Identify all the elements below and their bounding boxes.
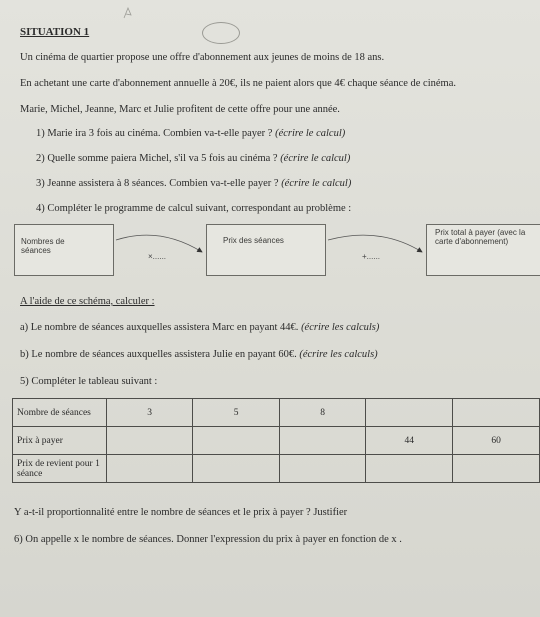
arrow-multiply-label: ×...... xyxy=(148,252,167,261)
arrow-add-label: +...... xyxy=(362,252,381,261)
price-table xyxy=(12,398,540,483)
question-3: 3) Jeanne assistera à 8 séances. Combien va-t-elle payer ? (écrire le calcul) xyxy=(36,178,352,189)
table-cell[interactable] xyxy=(106,455,192,483)
table-cell[interactable]: 5 xyxy=(193,399,279,427)
sub-question-b: b) Le nombre de séances auxquelles assistera Julie en payant 60€. (écrire les calculs) xyxy=(20,349,378,360)
table-cell[interactable]: 60 xyxy=(453,427,540,455)
table-cell[interactable]: 8 xyxy=(279,399,365,427)
question-proportionality: Y a-t-il proportionnalité entre le nombre de séances et le prix à payer ? Justifier xyxy=(14,507,348,518)
question-1: 1) Marie ira 3 fois au cinéma. Combien va-t-elle payer ? (écrire le calcul) xyxy=(36,128,346,139)
situation-title: SITUATION 1 xyxy=(20,26,90,38)
question-2: 2) Quelle somme paiera Michel, s'il va 5 fois au cinéma ? (écrire le calcul) xyxy=(36,153,351,164)
intro-line-3: Marie, Michel, Jeanne, Marc et Julie profitent de cette offre pour une année. xyxy=(20,104,340,115)
table-cell[interactable] xyxy=(279,427,365,455)
table-row xyxy=(13,399,540,427)
diagram-box-prix-total: Prix total à payer (avec la carte d'abonnement) xyxy=(426,224,540,276)
table-cell[interactable] xyxy=(453,455,540,483)
table-row xyxy=(13,455,540,483)
table-cell[interactable] xyxy=(193,427,279,455)
intro-line-1: Un cinéma de quartier propose une offre d'abonnement aux jeunes de moins de 18 ans. xyxy=(20,52,385,63)
question-6: 6) On appelle x le nombre de séances. Donner l'expression du prix à payer en fonction de x . xyxy=(14,534,402,545)
sub-question-a: a) Le nombre de séances auxquelles assistera Marc en payant 44€. (écrire les calculs) xyxy=(20,322,380,333)
row-header: Prix de revient pour 1 séance xyxy=(13,455,107,483)
diagram-box-prix-seances: Prix des séances xyxy=(206,224,326,276)
table-cell[interactable]: 44 xyxy=(366,427,453,455)
schema-heading: A l'aide de ce schéma, calculer : xyxy=(20,296,155,307)
table-cell[interactable] xyxy=(366,399,453,427)
table-cell[interactable] xyxy=(279,455,365,483)
table-row xyxy=(13,427,540,455)
table-cell[interactable]: 3 xyxy=(106,399,192,427)
intro-line-2: En achetant une carte d'abonnement annuelle à 20€, ils ne paient alors que 4€ chaque séance de cinéma. xyxy=(20,78,456,89)
table-cell[interactable] xyxy=(453,399,540,427)
table-cell[interactable] xyxy=(193,455,279,483)
arrow-add xyxy=(328,235,422,252)
row-header: Prix à payer xyxy=(13,427,107,455)
question-4: 4) Compléter le programme de calcul suivant, correspondant au problème : xyxy=(36,203,352,214)
diagram-arrows xyxy=(0,0,540,300)
question-5: 5) Compléter le tableau suivant : xyxy=(20,376,158,387)
arrow-multiply xyxy=(116,235,202,252)
diagram-box-seances: Nombres de séances xyxy=(14,224,114,276)
table-cell[interactable] xyxy=(366,455,453,483)
row-header: Nombre de séances xyxy=(13,399,107,427)
table-cell[interactable] xyxy=(106,427,192,455)
